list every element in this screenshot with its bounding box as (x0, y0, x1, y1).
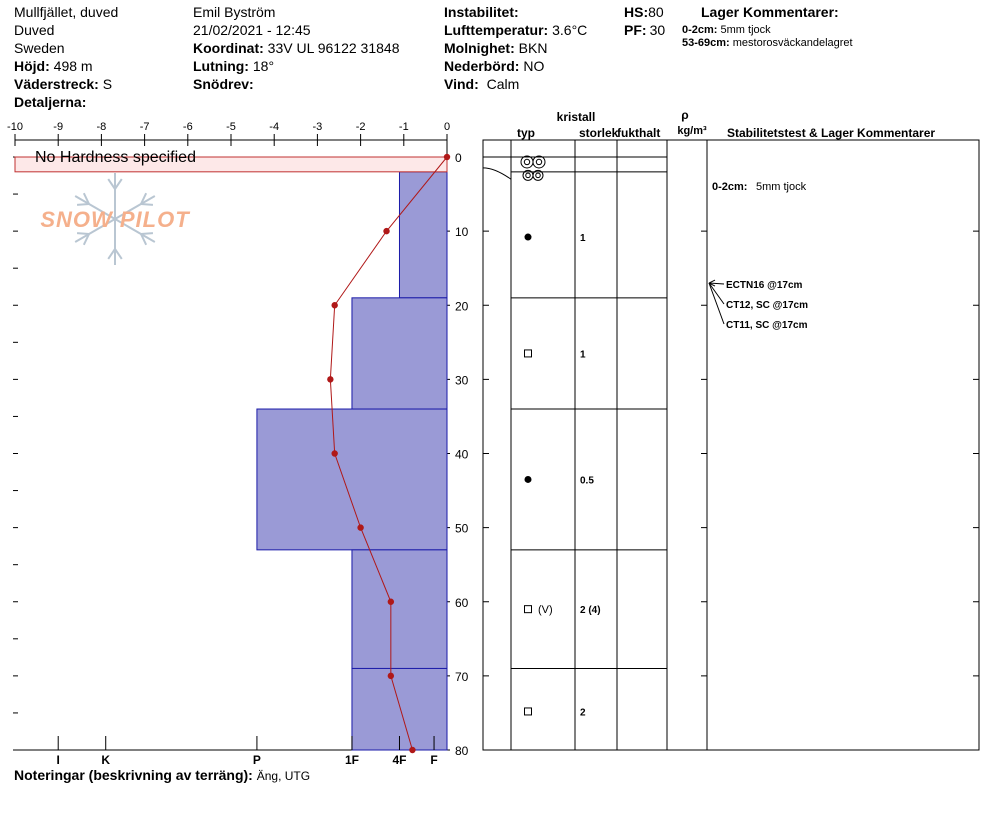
temp-tick-label: -3 (312, 121, 323, 133)
faceted-grain-icon (525, 350, 532, 357)
melt-form-outer (521, 156, 533, 168)
depth-tick-label: 60 (455, 595, 469, 610)
hardness-tick-label: I (56, 753, 60, 767)
header-stability: Stabilitetstest & Lager Kommentarer (727, 126, 936, 140)
stability-test-leader (709, 283, 724, 324)
snowflake-branch (115, 249, 122, 259)
stability-test-leader (709, 283, 724, 304)
temp-tick-label: -8 (96, 121, 107, 133)
rounded-grain-icon (525, 234, 532, 241)
datetime: 21/02/2021 - 12:45 (193, 22, 311, 38)
drift-label: Snödrev: (193, 76, 254, 92)
faceted-grain-icon (525, 606, 532, 613)
temperature-point (383, 228, 389, 234)
temperature-point (388, 599, 394, 605)
header-rho: ρ (681, 108, 689, 122)
grain-row (525, 349, 587, 360)
temp-tick-label: -4 (269, 121, 280, 133)
temp-tick-label: -10 (7, 121, 23, 133)
snowflake-branch (77, 233, 89, 234)
melt-form-inner (526, 173, 531, 178)
header-typ: typ (517, 126, 535, 140)
grain-row (525, 475, 595, 486)
footer-label: Noteringar (beskrivning av terräng): (14, 767, 253, 783)
depth-tick-label: 40 (455, 447, 469, 462)
hardness-tick-label: 4F (392, 753, 407, 767)
depth-tick-label: 20 (455, 299, 469, 314)
stability-comment-text: 5mm tjock (756, 181, 807, 194)
wind-label: Vind: (444, 76, 479, 92)
depth-tick-label: 50 (455, 521, 469, 536)
hardness-layer-bar (399, 172, 447, 298)
elevation-value: 498 m (53, 58, 93, 74)
stability-test (709, 280, 803, 291)
coord-value: 33V UL 96122 31848 (267, 40, 400, 56)
temperature-point (327, 376, 333, 382)
sky-value: BKN (518, 40, 548, 56)
snowflake-branch (108, 249, 115, 259)
country: Sweden (14, 40, 65, 56)
grain-secondary-label: (V) (538, 604, 553, 617)
elevation-label: Höjd: (14, 58, 50, 74)
aspect-label: Väderstreck: (14, 76, 99, 92)
snowflake-branch (141, 233, 153, 234)
melt-form-inner (536, 159, 541, 164)
temperature-point (331, 450, 337, 456)
temperature-point (388, 673, 394, 679)
location: Mullfjället, duved (14, 4, 119, 20)
depth-tick-label: 30 (455, 373, 469, 388)
rounded-grain-icon (525, 476, 532, 483)
temperature-point (357, 524, 363, 530)
slope-label: Lutning: (193, 58, 249, 74)
no-hardness-label: No Hardness specified (35, 149, 196, 166)
layer-table-frame (483, 140, 979, 750)
hardness-tick-label: P (252, 753, 261, 767)
grain-size-label: 0.5 (580, 475, 594, 487)
slope-value: 18° (252, 58, 275, 74)
snowpilot-watermark (40, 173, 190, 265)
region: Duved (14, 22, 55, 38)
hardness-tick-label: K (101, 753, 111, 767)
precip-label: Nederbörd: (444, 58, 520, 74)
layer-comment-2-text: mestorosväckandelagret (732, 37, 853, 49)
layer-comment-1-range: 0-2cm: (682, 24, 718, 36)
header-fukthalt: fukthalt (617, 126, 661, 140)
grain-size-label: 2 (580, 707, 586, 719)
stability-test-label: ECTN16 @17cm (726, 280, 803, 291)
melt-form-outer (533, 156, 545, 168)
depth-tick-label: 70 (455, 669, 469, 684)
sky-label: Molnighet: (444, 40, 515, 56)
snowflake-branch (108, 179, 115, 189)
header-density-unit: kg/m³ (677, 125, 707, 137)
hs-label: HS: (624, 4, 649, 20)
footer-notes (14, 766, 310, 785)
melt-form-inner (524, 159, 529, 164)
layer-comment-1-text: 5mm tjock (720, 24, 771, 36)
melt-form-inner (536, 173, 541, 178)
faceted-grain-icon (525, 708, 532, 715)
temperature-point (444, 154, 450, 160)
stability-test-label: CT12, SC @17cm (726, 300, 809, 311)
depth-tick-label: 80 (455, 744, 469, 758)
snowflake-branch (115, 179, 122, 189)
grain-row (525, 604, 601, 616)
temp-tick-label: -9 (53, 121, 64, 133)
depth-tick-label: 10 (455, 225, 469, 240)
hardness-tick-label: 1F (344, 753, 359, 767)
layer-comments-title: Lager Kommentarer: (701, 4, 839, 20)
grain-size-label: 1 (580, 349, 586, 361)
pf-label: PF: (624, 22, 647, 38)
layer-comment-2-range: 53-69cm: (682, 37, 730, 49)
stability-comment-range: 0-2cm: (712, 181, 748, 194)
grain-row (525, 707, 587, 718)
grain-size-label: 2 (4) (580, 605, 601, 617)
hardness-layer-bar (352, 298, 447, 409)
hardness-tick-label: F (430, 753, 438, 767)
depth-tick-label: 0 (455, 151, 462, 165)
snowflake-branch (77, 204, 89, 205)
snowflake-branch (141, 204, 153, 205)
observer: Emil Byström (193, 4, 276, 20)
grain-row (525, 233, 587, 244)
coord-label: Koordinat: (193, 40, 264, 56)
hardness-layer-bar (352, 550, 447, 669)
details-label: Detaljerna: (14, 94, 87, 110)
precip-value: NO (523, 58, 545, 74)
hs-value: 80 (648, 4, 664, 20)
temperature-point (331, 302, 337, 308)
air-temp-label: Lufttemperatur: (444, 22, 549, 38)
temp-tick-label: 0 (443, 121, 451, 133)
temp-tick-label: -5 (226, 121, 236, 133)
header-storlek: storlek (579, 126, 619, 140)
grain-row (521, 156, 545, 168)
grain-size-label: 1 (580, 233, 586, 245)
wind-value: Calm (486, 76, 520, 92)
header-kristall: kristall (556, 110, 596, 124)
hardness-layer-bar (257, 409, 447, 550)
aspect-value: S (102, 76, 113, 92)
pf-value: 30 (649, 22, 666, 38)
watermark-text: SNOW PILOT (40, 207, 190, 232)
stability-comment (712, 181, 807, 193)
temp-tick-label: -2 (355, 121, 366, 133)
temp-tick-label: -1 (398, 121, 409, 133)
stability-test-label: CT11, SC @17cm (726, 320, 808, 331)
footer-text: Äng, UTG (256, 769, 311, 783)
boundary-connector (483, 168, 511, 179)
air-temp-value: 3.6°C (552, 22, 588, 38)
temp-tick-label: -7 (139, 121, 150, 133)
temp-tick-label: -6 (182, 121, 193, 133)
temperature-point (409, 747, 415, 753)
instability-label: Instabilitet: (444, 4, 519, 20)
